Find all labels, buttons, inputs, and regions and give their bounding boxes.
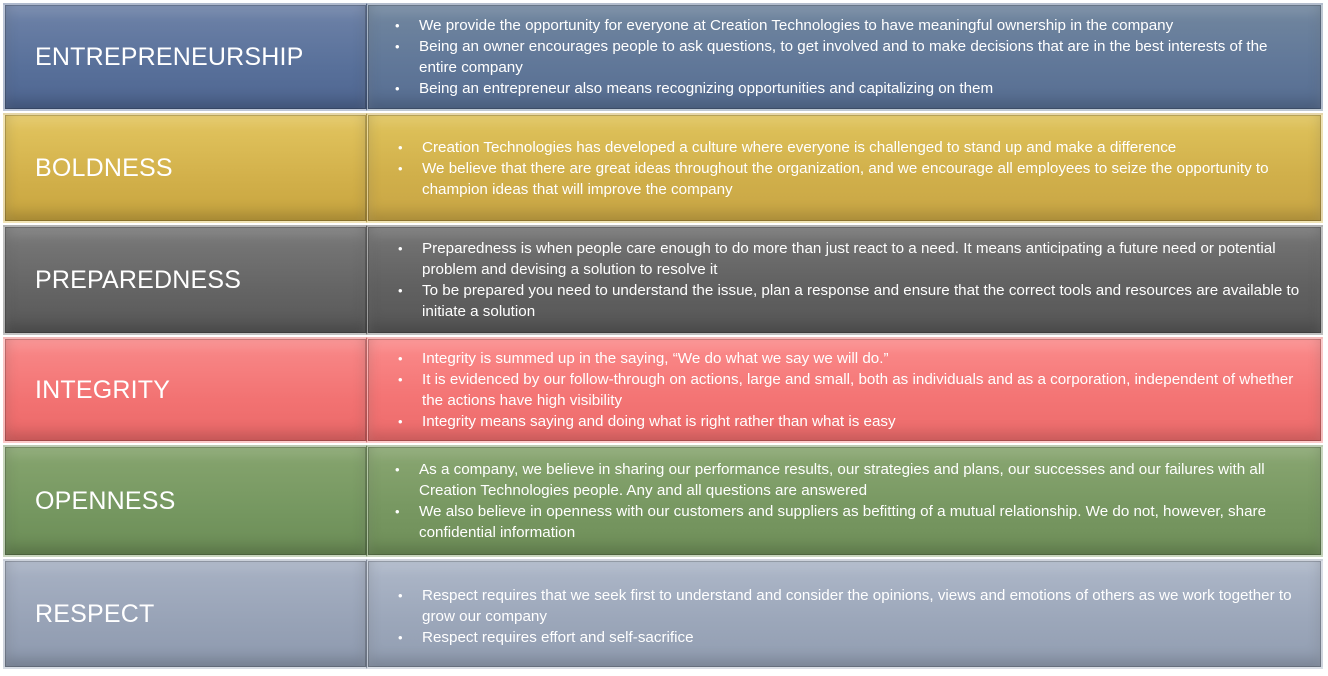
bullet-icon: • <box>395 39 400 54</box>
bullet-item <box>398 585 1303 627</box>
bullet-item <box>395 501 1303 543</box>
values-table <box>3 3 1323 669</box>
value-row-integrity <box>3 337 1323 443</box>
bullet-item <box>395 15 1303 36</box>
bullet-list <box>395 15 1303 99</box>
bullet-text: Respect requires that we seek first to understand and consider the opinions, views and emotions of others as we work together to grow our company <box>422 587 1292 625</box>
bullet-text: We also believe in openness with our customers and suppliers as befitting of a mutual relationship. We do not, however, share confidential information <box>419 503 1267 541</box>
bullet-text: Respect requires effort and self-sacrifice <box>422 629 694 646</box>
bullet-text: Preparedness is when people care enough to do more than just react to a need. It means anticipating a future need or potential problem and devising a solution to resolve it <box>422 240 1276 278</box>
value-row-entrepreneurship <box>3 3 1323 111</box>
bullet-text: To be prepared you need to understand the issue, plan a response and ensure that the correct tools and resources are available to initiate a solution <box>422 282 1300 320</box>
value-title: RESPECT <box>3 559 367 669</box>
bullet-item <box>398 411 1303 432</box>
bullet-icon: • <box>395 18 400 33</box>
value-description <box>367 3 1323 111</box>
value-row-boldness <box>3 113 1323 223</box>
bullet-item <box>398 158 1303 200</box>
bullet-text: As a company, we believe in sharing our performance results, our strategies and plans, our successes and our failures with all Creation Technologies people. Any and all questions are answered <box>419 461 1265 499</box>
value-title: ENTREPRENEURSHIP <box>3 3 367 111</box>
value-description <box>367 337 1323 443</box>
value-description <box>367 113 1323 223</box>
bullet-icon: • <box>398 283 403 298</box>
value-title: INTEGRITY <box>3 337 367 443</box>
bullet-item <box>395 36 1303 78</box>
value-row-preparedness <box>3 225 1323 335</box>
bullet-text: We believe that there are great ideas throughout the organization, and we encourage all employees to seize the opportunity to champion ideas that will improve the company <box>422 160 1269 198</box>
bullet-text: Creation Technologies has developed a culture where everyone is challenged to stand up and make a difference <box>422 139 1177 156</box>
bullet-item <box>398 348 1303 369</box>
value-title: PREPAREDNESS <box>3 225 367 335</box>
bullet-item <box>398 369 1303 411</box>
bullet-icon: • <box>398 372 403 387</box>
bullet-list <box>398 238 1303 322</box>
value-row-respect <box>3 559 1323 669</box>
value-description <box>367 559 1323 669</box>
bullet-icon: • <box>395 462 400 477</box>
bullet-list <box>395 459 1303 543</box>
value-title: BOLDNESS <box>3 113 367 223</box>
bullet-text: Integrity means saying and doing what is right rather than what is easy <box>422 413 896 430</box>
value-row-openness <box>3 445 1323 557</box>
bullet-text: It is evidenced by our follow-through on actions, large and small, both as individuals and as a corporation, independent of whether the actions have high visibility <box>422 371 1294 409</box>
bullet-list <box>398 585 1303 648</box>
bullet-item <box>398 238 1303 280</box>
bullet-icon: • <box>398 161 403 176</box>
bullet-icon: • <box>398 588 403 603</box>
bullet-text: Integrity is summed up in the saying, “We do what we say we will do.” <box>422 350 889 367</box>
bullet-text: Being an entrepreneur also means recognizing opportunities and capitalizing on them <box>419 80 994 97</box>
bullet-icon: • <box>395 504 400 519</box>
value-title: OPENNESS <box>3 445 367 557</box>
bullet-list <box>398 348 1303 432</box>
bullet-item <box>398 280 1303 322</box>
bullet-text: Being an owner encourages people to ask questions, to get involved and to make decisions that are in the best interests of the entire company <box>419 38 1268 76</box>
bullet-icon: • <box>398 351 403 366</box>
bullet-item <box>398 627 1303 648</box>
bullet-list <box>398 137 1303 200</box>
bullet-item <box>398 137 1303 158</box>
bullet-icon: • <box>398 140 403 155</box>
bullet-icon: • <box>395 81 400 96</box>
value-description <box>367 225 1323 335</box>
bullet-text: We provide the opportunity for everyone at Creation Technologies to have meaningful ownership in the company <box>419 17 1174 34</box>
bullet-item <box>395 459 1303 501</box>
bullet-item <box>395 78 1303 99</box>
bullet-icon: • <box>398 241 403 256</box>
value-description <box>367 445 1323 557</box>
bullet-icon: • <box>398 630 403 645</box>
bullet-icon: • <box>398 414 403 429</box>
